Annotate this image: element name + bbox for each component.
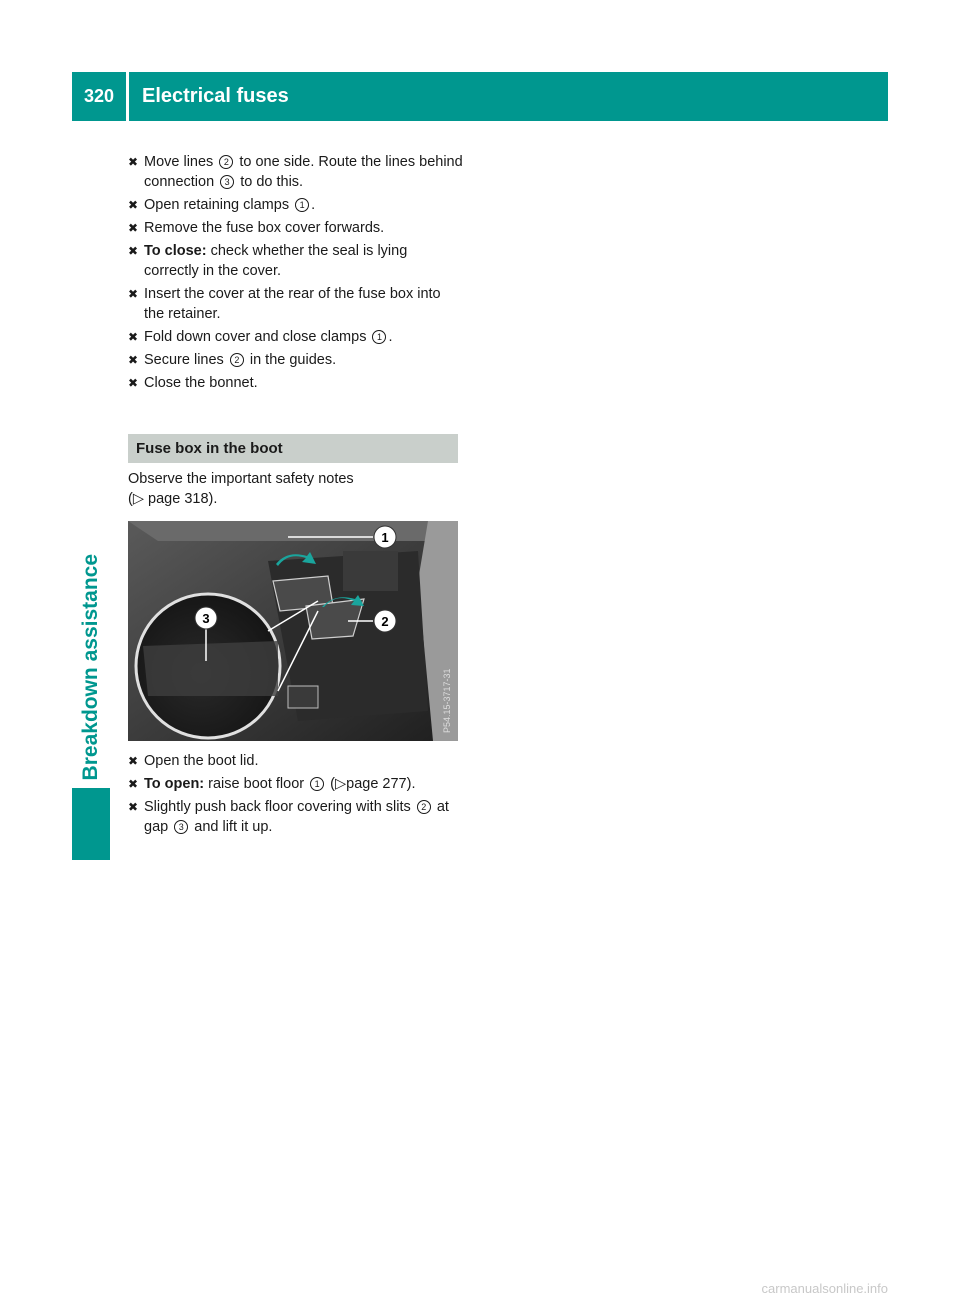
step-item [128,751,464,771]
callout-number: 1 [295,198,309,212]
step-item [128,350,464,370]
step-text: Remove the fuse box cover forwards. [144,220,385,236]
callout-number: 2 [417,800,431,814]
page-number: 320 [83,86,115,106]
step-prefix: To open: [144,776,205,792]
step-text: Close the bonnet. [144,375,258,391]
step-item [128,774,464,794]
floor-handle [288,686,318,708]
steps-bottom [128,751,464,837]
step-text: in the guides. [245,352,337,368]
step-arrow-icon: ✖ [128,353,139,367]
step-arrow-icon: ✖ [128,800,139,814]
step-arrow-icon: ✖ [128,376,139,390]
step-text: raise boot floor [204,776,309,792]
step-prefix: To close: [144,243,207,259]
callout-label-1: 1 [381,530,389,545]
ref-paren: ( [128,491,133,507]
step-item [128,218,464,238]
step-text: Open the boot lid. [144,753,259,769]
step-arrow-icon: ✖ [128,287,139,301]
step-text: Slightly push back floor covering with slits [144,799,415,815]
detail-carpet [143,641,278,696]
subsection-heading: Fuse box in the boot [128,434,458,463]
ref-arrow-icon: ▷ [132,491,144,507]
step-arrow-icon: ✖ [128,754,139,768]
figure-code: P54.15-3717-31 [442,668,452,733]
step-text: Open retaining clamps [144,197,294,213]
step-text: check whether the seal is lying correctly in the cover. [144,243,408,279]
step-item [128,152,464,192]
side-tab-label-wrap [72,122,110,780]
callout-number: 1 [310,777,324,791]
step-text: Secure lines [144,352,228,368]
boot-lid-edge [128,521,458,541]
step-item [128,373,464,393]
header-divider [126,72,129,121]
step-item [128,241,464,281]
step-arrow-icon: ✖ [128,777,139,791]
callout-number: 3 [220,175,234,189]
boot-fuse-box-photo [128,521,458,741]
page-reference[interactable] [128,489,464,509]
section-title: Electrical fuses [142,85,289,107]
step-arrow-icon: ✖ [128,221,139,235]
intro-paragraph [128,469,464,509]
step-item [128,284,464,324]
step-text: Move lines [144,154,218,170]
step-text: Insert the cover at the rear of the fuse box into the retainer. [144,286,441,322]
step-text: and lift it up. [190,819,273,835]
step-arrow-icon: ✖ [128,330,139,344]
step-text: to one side. Route the lines behind connection [144,154,463,190]
side-tab-marker [72,788,110,860]
step-arrow-icon: ✖ [128,198,139,212]
step-item [128,195,464,215]
page-reference[interactable]: page 277). [346,776,416,792]
intro-text: Observe the important safety notes [128,471,354,487]
step-item [128,327,464,347]
ref-arrow-icon: ▷ [334,776,347,792]
step-text: to do this. [236,174,304,190]
content-column [128,152,464,840]
step-arrow-icon: ✖ [128,155,139,169]
step-text: . [388,329,393,345]
side-tab-label: Breakdown assistance [79,553,102,780]
callout-number: 2 [230,353,244,367]
step-text: ( [326,776,335,792]
footer-watermark: carmanualsonline.info [761,1281,888,1296]
callout-label-3: 3 [202,611,210,626]
step-text: . [311,197,316,213]
step-text: at gap [144,799,449,835]
step-text: Fold down cover and close clamps [144,329,371,345]
boot-illustration [128,521,458,741]
callout-number: 1 [372,330,386,344]
fuse-box [343,551,398,591]
callout-number: 2 [219,155,233,169]
ref-text: page 318). [148,491,218,507]
callout-number: 3 [174,820,188,834]
step-arrow-icon: ✖ [128,244,139,258]
page-header [72,72,888,121]
step-item [128,797,464,837]
callout-label-2: 2 [381,614,389,629]
